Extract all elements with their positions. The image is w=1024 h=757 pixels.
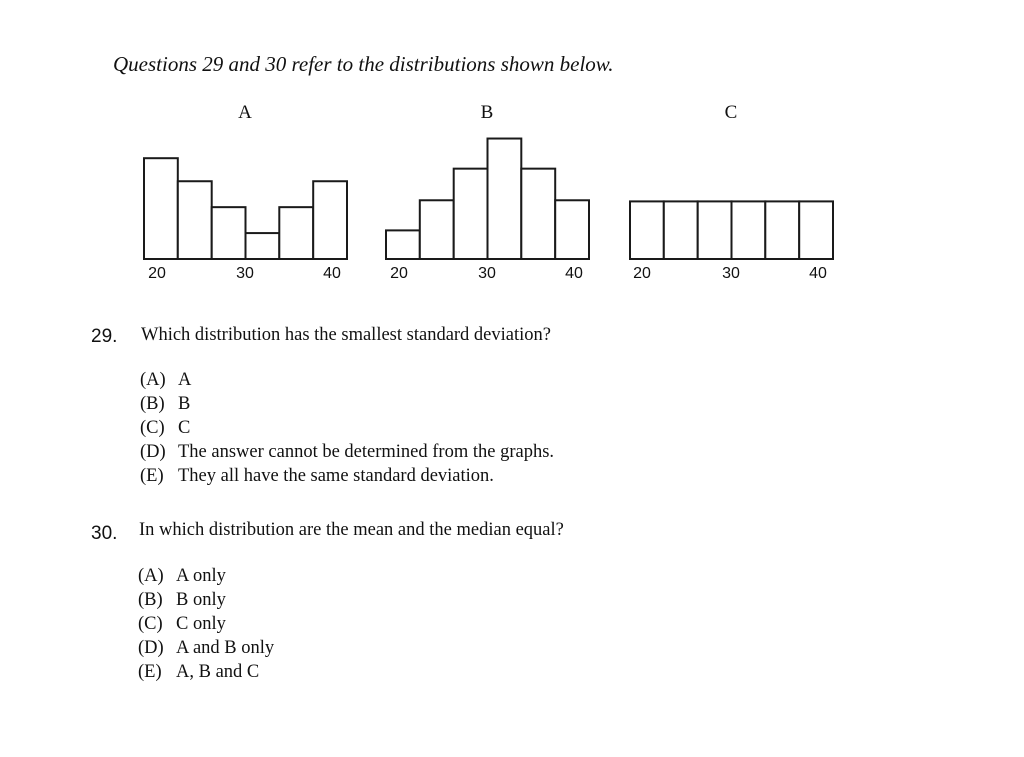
histogram-b (385, 130, 590, 260)
histogram-bar (386, 230, 420, 259)
question-30-number: 30. (91, 523, 118, 544)
choice-letter: (A) (138, 566, 164, 586)
histogram-bar (420, 200, 454, 259)
choice-letter: (D) (140, 442, 166, 462)
histogram-bar (144, 158, 178, 259)
choice-text: C (178, 418, 191, 438)
histogram-bar (246, 233, 280, 259)
choice-text: The answer cannot be determined from the graphs. (178, 442, 555, 462)
question-29-choice-e[interactable] (140, 464, 554, 488)
choice-letter: (C) (140, 418, 165, 438)
histogram-b-tick-30: 30 (478, 265, 496, 282)
intro-text: Questions 29 and 30 refer to the distributions shown below. (113, 52, 614, 76)
question-30-choice-b[interactable] (138, 588, 274, 612)
choice-text: A and B only (176, 638, 275, 658)
choice-letter: (E) (138, 662, 162, 682)
question-30-text: In which distribution are the mean and the median equal? (139, 520, 564, 540)
histogram-bar (555, 200, 589, 259)
question-30-choice-d[interactable] (138, 636, 274, 660)
choice-letter: (D) (138, 638, 164, 658)
choice-text: A (178, 370, 192, 390)
histogram-bar (313, 181, 347, 259)
histogram-bar (178, 181, 212, 259)
choice-text: A only (176, 566, 226, 586)
question-29-choice-a[interactable] (140, 368, 554, 392)
histogram-bar (212, 207, 246, 259)
histogram-a-tick-40: 40 (323, 265, 341, 282)
choice-text: B only (176, 590, 226, 610)
histogram-a-tick-30: 30 (236, 265, 254, 282)
question-29-choice-d[interactable] (140, 440, 554, 464)
question-29-choice-b[interactable] (140, 392, 554, 416)
histogram-bar (521, 169, 555, 259)
choice-text: A, B and C (176, 662, 260, 682)
choice-text: They all have the same standard deviation. (178, 466, 494, 486)
histogram-bar (279, 207, 313, 259)
question-29-choices (140, 368, 554, 488)
question-30-choice-e[interactable] (138, 660, 274, 684)
choice-text: C only (176, 614, 226, 634)
choice-letter: (A) (140, 370, 166, 390)
histogram-b-title: B (480, 102, 494, 123)
question-29-number: 29. (91, 326, 118, 347)
choice-letter: (B) (138, 590, 163, 610)
question-29-text: Which distribution has the smallest standard deviation? (141, 325, 551, 345)
histogram-a (143, 150, 348, 260)
histogram-b-tick-20: 20 (390, 265, 408, 282)
histogram-a-tick-20: 20 (148, 265, 166, 282)
histogram-c-tick-30: 30 (722, 265, 740, 282)
histogram-bar (732, 201, 766, 259)
histogram-c-tick-40: 40 (809, 265, 827, 282)
question-30-choice-a[interactable] (138, 564, 274, 588)
choice-text: B (178, 394, 191, 414)
choice-letter: (E) (140, 466, 164, 486)
histogram-bar (664, 201, 698, 259)
choice-letter: (B) (140, 394, 165, 414)
histogram-bar (630, 201, 664, 259)
histogram-c (629, 150, 834, 260)
question-29-choice-c[interactable] (140, 416, 554, 440)
histogram-bar (454, 169, 488, 259)
histogram-c-tick-20: 20 (633, 265, 651, 282)
histogram-c-title: C (724, 102, 738, 123)
histogram-bar (698, 201, 732, 259)
question-30-choice-c[interactable] (138, 612, 274, 636)
choice-letter: (C) (138, 614, 163, 634)
histogram-bar (799, 201, 833, 259)
histogram-a-title: A (238, 102, 252, 123)
histogram-bar (488, 139, 522, 259)
question-30-choices (138, 564, 274, 684)
histogram-b-tick-40: 40 (565, 265, 583, 282)
histogram-bar (765, 201, 799, 259)
